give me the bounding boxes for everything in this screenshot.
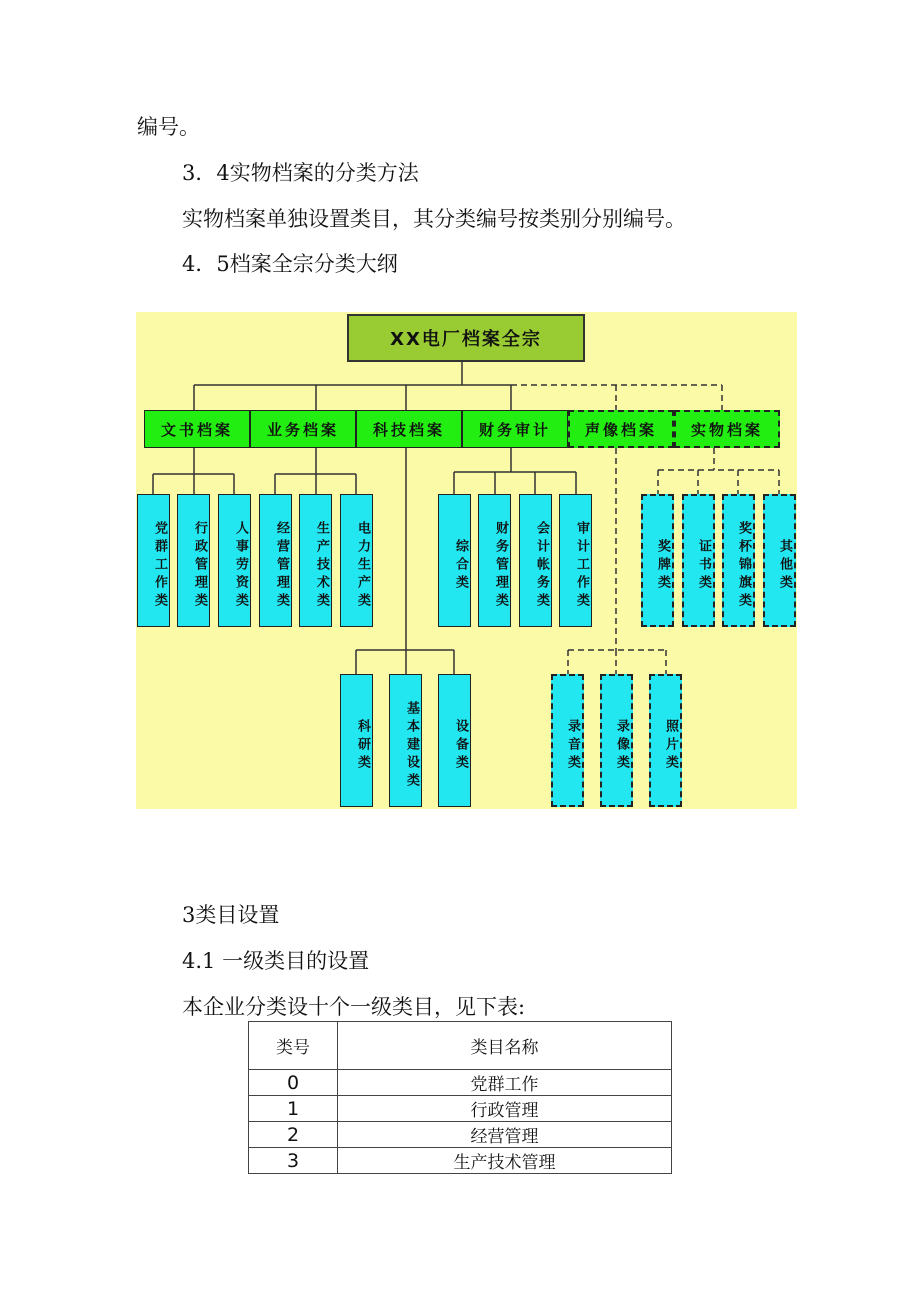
row-number: 3 [249,1148,338,1174]
archive-classification-chart [136,312,797,809]
category-shiwu: 实物档案 [674,410,780,448]
leaf-xingzheng: 行政管理类 [177,494,210,627]
leaf-zhengshu: 证书类 [682,494,715,627]
table-header-row [249,1022,672,1070]
row-name: 行政管理 [338,1096,672,1122]
section-heading-3-4: 3．4实物档案的分类方法 [182,161,419,185]
category-shengxiang: 声像档案 [568,410,674,448]
header-name: 类目名称 [338,1022,672,1070]
leaf-qita: 其他类 [763,494,796,627]
category-wenshu: 文书档案 [144,410,250,448]
leaf-shengchan-jishu: 生产技术类 [299,494,332,627]
row-name: 生产技术管理 [338,1148,672,1174]
leaf-shebei: 设备类 [438,674,471,807]
table-row [249,1122,672,1148]
paragraph-4-1: 本企业分类设十个一级类目，见下表: [182,995,526,1019]
continued-text: 编号。 [137,115,200,139]
leaf-jiangbei: 奖杯锦旗类 [722,494,755,627]
section-heading-4-1: 4.1 一级类目的设置 [182,949,370,973]
leaf-kuaiji: 会计帐务类 [519,494,552,627]
root-node: XX电厂档案全宗 [347,314,585,362]
row-number: 2 [249,1122,338,1148]
table-row [249,1148,672,1174]
row-name: 经营管理 [338,1122,672,1148]
leaf-luyin: 录音类 [551,674,584,807]
row-number: 1 [249,1096,338,1122]
leaf-caiwu-guanli: 财务管理类 [478,494,511,627]
leaf-jiben-jianshe: 基本建设类 [389,674,422,807]
leaf-dianli: 电力生产类 [340,494,373,627]
row-number: 0 [249,1070,338,1096]
leaf-keyan: 科研类 [340,674,373,807]
leaf-jiangpai: 奖牌类 [641,494,674,627]
paragraph-3-4: 实物档案单独设置类目，其分类编号按类别分别编号。 [182,207,686,231]
category-table [248,1021,672,1174]
leaf-shenji: 审计工作类 [559,494,592,627]
leaf-zonghe: 综合类 [438,494,471,627]
leaf-dangqun: 党群工作类 [137,494,170,627]
leaf-jingying: 经营管理类 [259,494,292,627]
header-number: 类号 [249,1022,338,1070]
leaf-luxiang: 录像类 [600,674,633,807]
row-name: 党群工作 [338,1070,672,1096]
table-row [249,1096,672,1122]
leaf-renshi: 人事劳资类 [218,494,251,627]
category-keji: 科技档案 [356,410,462,448]
table-row [249,1070,672,1096]
section-heading-3: 3类目设置 [182,903,280,927]
category-yewu: 业务档案 [250,410,356,448]
section-heading-4-5: 4．5档案全宗分类大纲 [182,252,398,276]
leaf-zhaopian: 照片类 [649,674,682,807]
category-caiwu: 财务审计 [462,410,568,448]
